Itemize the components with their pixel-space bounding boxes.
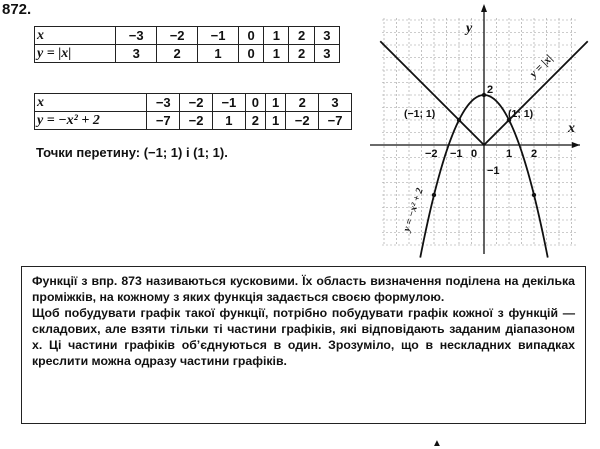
table-cell: y = −x² + 2: [35, 112, 147, 130]
table-cell: 1: [264, 45, 289, 63]
y-axis-label: y: [466, 21, 473, 36]
intersection-right-label: (1; 1): [508, 108, 534, 120]
table-cell: 2: [245, 112, 265, 130]
table-cell: −7: [319, 112, 352, 130]
x-tick-label: −1: [450, 148, 463, 160]
table-cell: 3: [314, 45, 339, 63]
table-cell: x: [35, 94, 147, 112]
table-cell: 1: [266, 94, 286, 112]
table-cell: 0: [238, 45, 263, 63]
parabola-label: y = −x² + 2: [401, 186, 426, 233]
table-cell: 0: [238, 27, 263, 45]
table-cell: 1: [198, 45, 239, 63]
table-cell: −2: [180, 94, 213, 112]
table-row: [35, 27, 340, 45]
theory-note-box: [21, 266, 586, 424]
exercise-number: 872.: [2, 1, 32, 18]
table-cell: 3: [319, 94, 352, 112]
graph-point: [457, 118, 461, 122]
table-row: [35, 45, 340, 63]
note-paragraph-2: Щоб побудувати графік такої функції, потрібно побудувати графік кожної з функцій — складових, але взяти тільки ті частини графіків, які відповідають заданим діапазоном x. Ці частини графіків об’єднуються в один. Зрозуміло, що в нескладних випадках креслити можна одразу частини графіків.: [32, 306, 575, 368]
graph-axes: [370, 4, 580, 254]
table-row: [35, 94, 352, 112]
parabola-table: [34, 93, 352, 130]
abs-value-table: [34, 26, 340, 63]
table-row: [35, 112, 352, 130]
graph-point: [532, 193, 536, 197]
table-cell: −7: [147, 112, 180, 130]
table-cell: 0: [245, 94, 265, 112]
table-cell: −1: [212, 94, 245, 112]
note-paragraph-1: Функції з впр. 873 називаються кусковими. Їх область визначення поділена на декілька проміжків, на кожному з яких функція задається своєю формулою.: [32, 274, 575, 304]
table-cell: −2: [157, 27, 198, 45]
table-cell: −3: [147, 94, 180, 112]
table-cell: −2: [180, 112, 213, 130]
x-axis-label: x: [568, 121, 575, 136]
table-cell: 2: [289, 27, 314, 45]
y-tick-label: −1: [487, 165, 500, 177]
function-graph: [362, 0, 592, 262]
table-cell: 1: [212, 112, 245, 130]
origin-label: 0: [471, 148, 478, 160]
table-cell: y = |x|: [35, 45, 116, 63]
x-tick-label: 1: [506, 148, 513, 160]
x-axis-arrow-icon: [572, 142, 580, 148]
table-cell: 2: [289, 45, 314, 63]
table-cell: 2: [157, 45, 198, 63]
graph-point: [482, 93, 486, 97]
x-tick-label: −2: [425, 148, 438, 160]
up-arrow-icon: ▲: [432, 438, 442, 449]
table-cell: 1: [264, 27, 289, 45]
table-cell: 3: [116, 45, 157, 63]
abs-curve-label: y = |x|: [527, 52, 556, 81]
x-tick-label: 2: [531, 148, 538, 160]
graph-labels: [401, 21, 575, 234]
y-axis-arrow-icon: [481, 4, 487, 12]
table-cell: −1: [198, 27, 239, 45]
table-cell: −3: [116, 27, 157, 45]
table-cell: x: [35, 27, 116, 45]
table-cell: 1: [266, 112, 286, 130]
y-tick-label: 2: [487, 84, 494, 96]
graph-point: [432, 193, 436, 197]
table-cell: −2: [286, 112, 319, 130]
intersection-left-label: (−1; 1): [404, 108, 436, 120]
table-cell: 3: [314, 27, 339, 45]
intersection-points-text: Точки перетину: (−1; 1) і (1; 1).: [36, 145, 228, 160]
table-cell: 2: [286, 94, 319, 112]
